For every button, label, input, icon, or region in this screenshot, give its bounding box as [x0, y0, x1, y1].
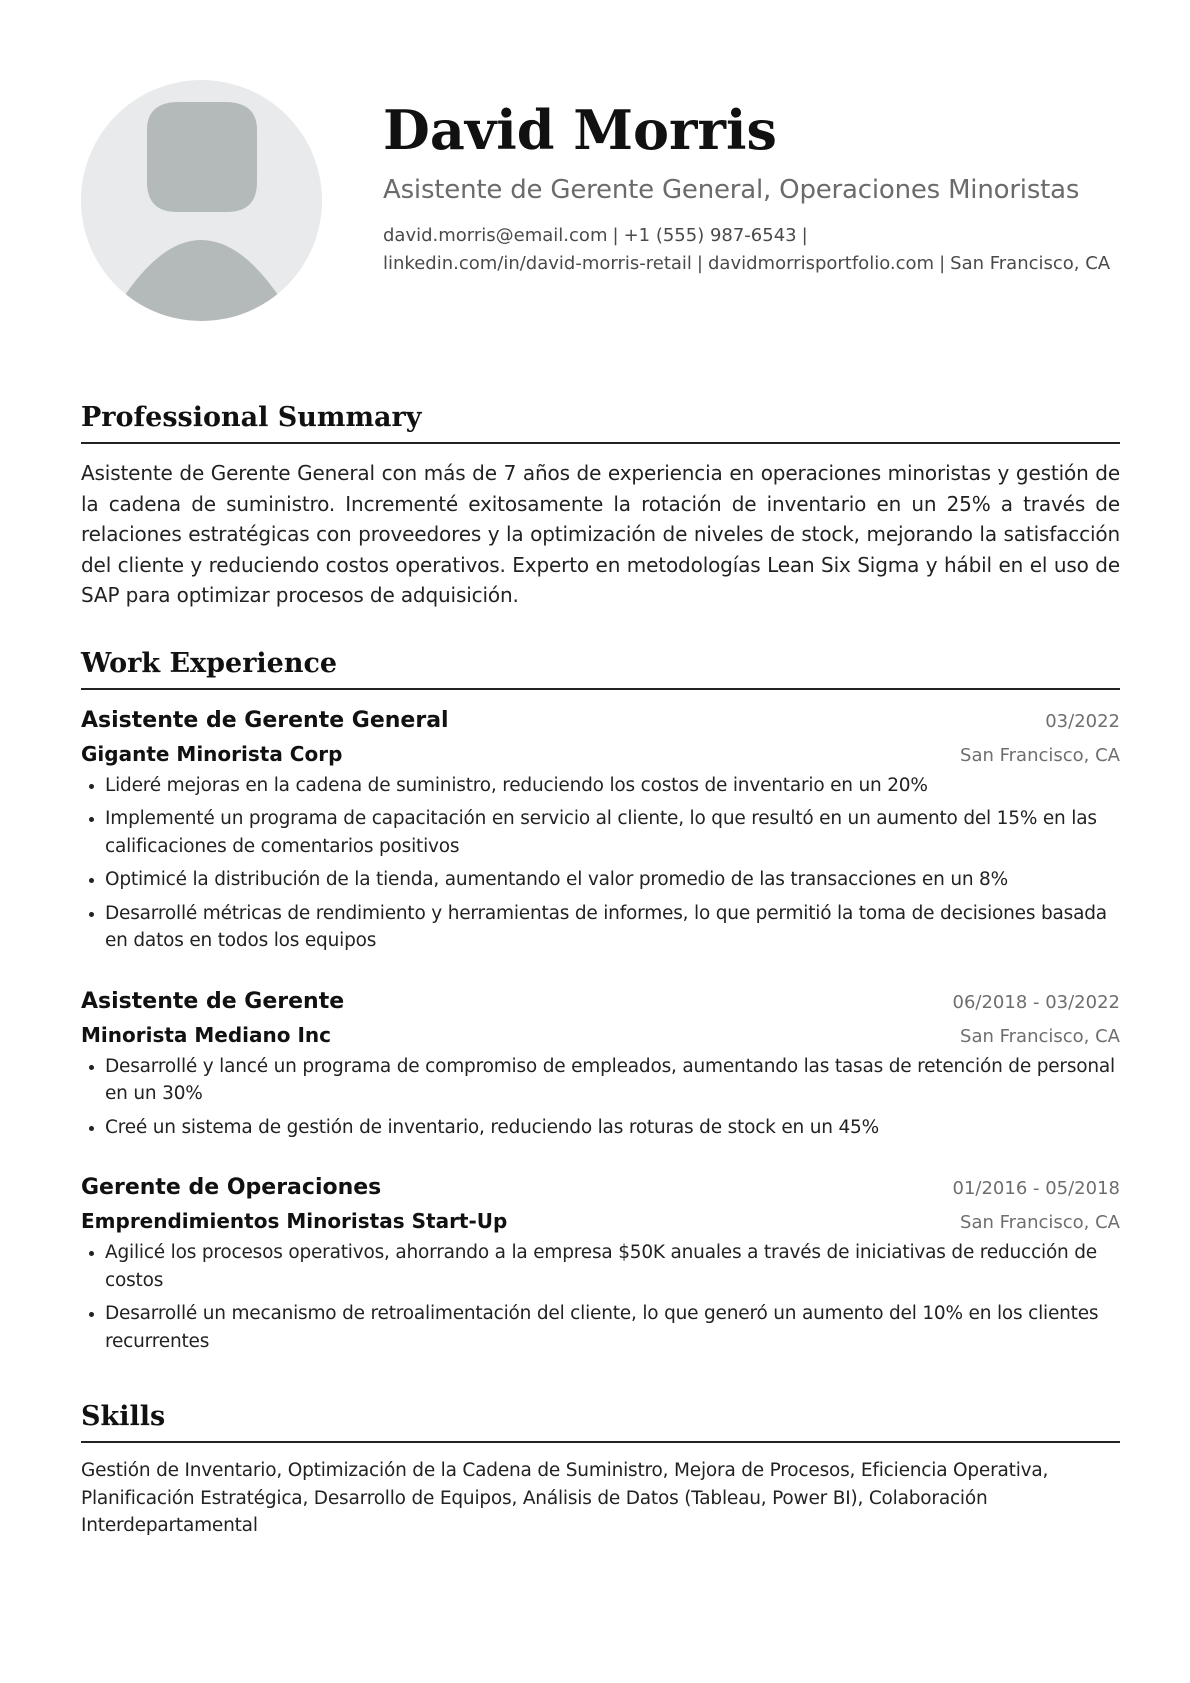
- contact-phone[interactable]: +1 (555) 987-6543: [623, 225, 797, 246]
- section-title: Skills: [81, 1399, 1120, 1443]
- job-bullets: [81, 772, 1120, 955]
- job-bullet-text: Implementé un programa de capacitación en servicio al cliente, lo que resultó en un aumento del 15% en las calificaciones de comentarios positivos: [105, 808, 1097, 857]
- job-bullet: [81, 805, 1120, 860]
- resume-header: [81, 0, 1120, 360]
- bullet-icon: [89, 1251, 94, 1256]
- job-bullet-text: Creé un sistema de gestión de inventario, reduciendo las roturas de stock en un 45%: [105, 1116, 879, 1138]
- job-date: 01/2016 - 05/2018: [952, 1178, 1120, 1199]
- job-company-row: [81, 738, 1120, 770]
- job-title: Asistente de Gerente: [81, 988, 345, 1014]
- bullet-icon: [89, 912, 94, 917]
- job-bullet-text: Desarrollé métricas de rendimiento y herramientas de informes, lo que permitió la toma de decisiones basada en datos en todos los equipos: [105, 902, 1107, 951]
- bullet-icon: [89, 1126, 94, 1131]
- contact-location: San Francisco, CA: [950, 253, 1111, 274]
- bullet-icon: [89, 784, 94, 789]
- bullet-icon: [89, 878, 94, 883]
- resume-page: [81, 0, 1120, 1540]
- job-location: San Francisco, CA: [960, 1212, 1120, 1233]
- avatar-placeholder-icon: [81, 80, 322, 321]
- job-title: Asistente de Gerente General: [81, 707, 449, 733]
- job-location: San Francisco, CA: [960, 744, 1120, 766]
- job-bullet-text: Optimicé la distribución de la tienda, aumentando el valor promedio de las transacciones en un 8%: [105, 869, 1008, 890]
- job-company: Minorista Mediano Inc: [81, 1022, 331, 1047]
- contact-separator: |: [939, 253, 946, 274]
- summary-text: Asistente de Gerente General con más de 7 años de experiencia en operaciones minoristas y gestión de la cadena de suministro. Incrementé exitosamente la rotación de inventario en un 25% a través de relaciones estratégicas con proveedores y la optimización de niveles de stock, mejorando la satisfacción del cliente y reduciendo costos operativos. Experto en metodologías Lean Six Sigma y hábil en el uso de SAP para optimizar procesos de adquisición.: [81, 461, 1120, 607]
- job-bullets: [81, 1239, 1120, 1355]
- job-title-row: [81, 704, 1120, 738]
- skills-section: [81, 1399, 1120, 1540]
- job-bullet-text: Agilicé los procesos operativos, ahorrando a la empresa $50K anuales a través de iniciativas de reducción de costos: [105, 1242, 1097, 1291]
- bullet-icon: [89, 1065, 94, 1070]
- bullet-icon: [89, 817, 94, 822]
- job-entry: [81, 985, 1120, 1142]
- job-bullets: [81, 1053, 1120, 1142]
- job-bullet: [81, 772, 1120, 800]
- summary-section: [81, 400, 1120, 611]
- bullet-icon: [89, 1312, 94, 1317]
- section-title: Professional Summary: [81, 400, 1120, 444]
- job-bullet: [81, 1053, 1120, 1108]
- contact-separator: |: [612, 225, 619, 246]
- job-company-row: [81, 1205, 1120, 1237]
- job-bullet: [81, 866, 1120, 894]
- job-bullet: [81, 900, 1120, 955]
- job-entry: [81, 704, 1120, 955]
- contact-email[interactable]: david.morris@email.com: [383, 225, 608, 246]
- contact-separator: |: [696, 253, 703, 274]
- job-location: San Francisco, CA: [960, 1025, 1120, 1047]
- job-date: 03/2022: [1045, 710, 1120, 732]
- skills-text: Gestión de Inventario, Optimización de la Cadena de Suministro, Mejora de Procesos, Eficiencia Operativa, Planificación Estratégica, Desarrollo de Equipos, Análisis de Datos (Tableau, Power BI), Colaboración Interdepartamental: [81, 1460, 1049, 1536]
- job-bullet: [81, 1300, 1120, 1355]
- job-bullet-text: Lideré mejoras en la cadena de suministro, reduciendo los costos de inventario en un 20%: [105, 774, 928, 796]
- candidate-headline: Asistente de Gerente General, Operaciones Minoristas: [383, 175, 1080, 205]
- job-company: Gigante Minorista Corp: [81, 741, 343, 766]
- contact-portfolio[interactable]: davidmorrisportfolio.com: [708, 253, 935, 274]
- section-title: Work Experience: [81, 646, 1120, 690]
- contact-info: [383, 222, 1120, 278]
- job-bullet-text: Desarrollé un mecanismo de retroalimentación del cliente, lo que generó un aumento del 10% en los clientes recurrentes: [105, 1303, 1099, 1352]
- candidate-name: David Morris: [383, 98, 777, 162]
- header-text: [383, 96, 1120, 278]
- job-title-row: [81, 985, 1120, 1019]
- job-entry: [81, 1171, 1120, 1355]
- contact-linkedin[interactable]: linkedin.com/in/david-morris-retail: [383, 253, 692, 274]
- job-bullet-text: Desarrollé y lancé un programa de compromiso de empleados, aumentando las tasas de retención de personal en un 30%: [105, 1055, 1115, 1104]
- job-title: Gerente de Operaciones: [81, 1175, 382, 1200]
- job-bullet: [81, 1114, 1120, 1142]
- contact-separator: |: [801, 225, 808, 246]
- job-company-row: [81, 1019, 1120, 1051]
- experience-section: [81, 646, 1120, 1356]
- job-date: 06/2018 - 03/2022: [952, 991, 1120, 1013]
- job-company: Emprendimientos Minoristas Start-Up: [81, 1209, 508, 1233]
- job-bullet: [81, 1239, 1120, 1294]
- job-title-row: [81, 1171, 1120, 1205]
